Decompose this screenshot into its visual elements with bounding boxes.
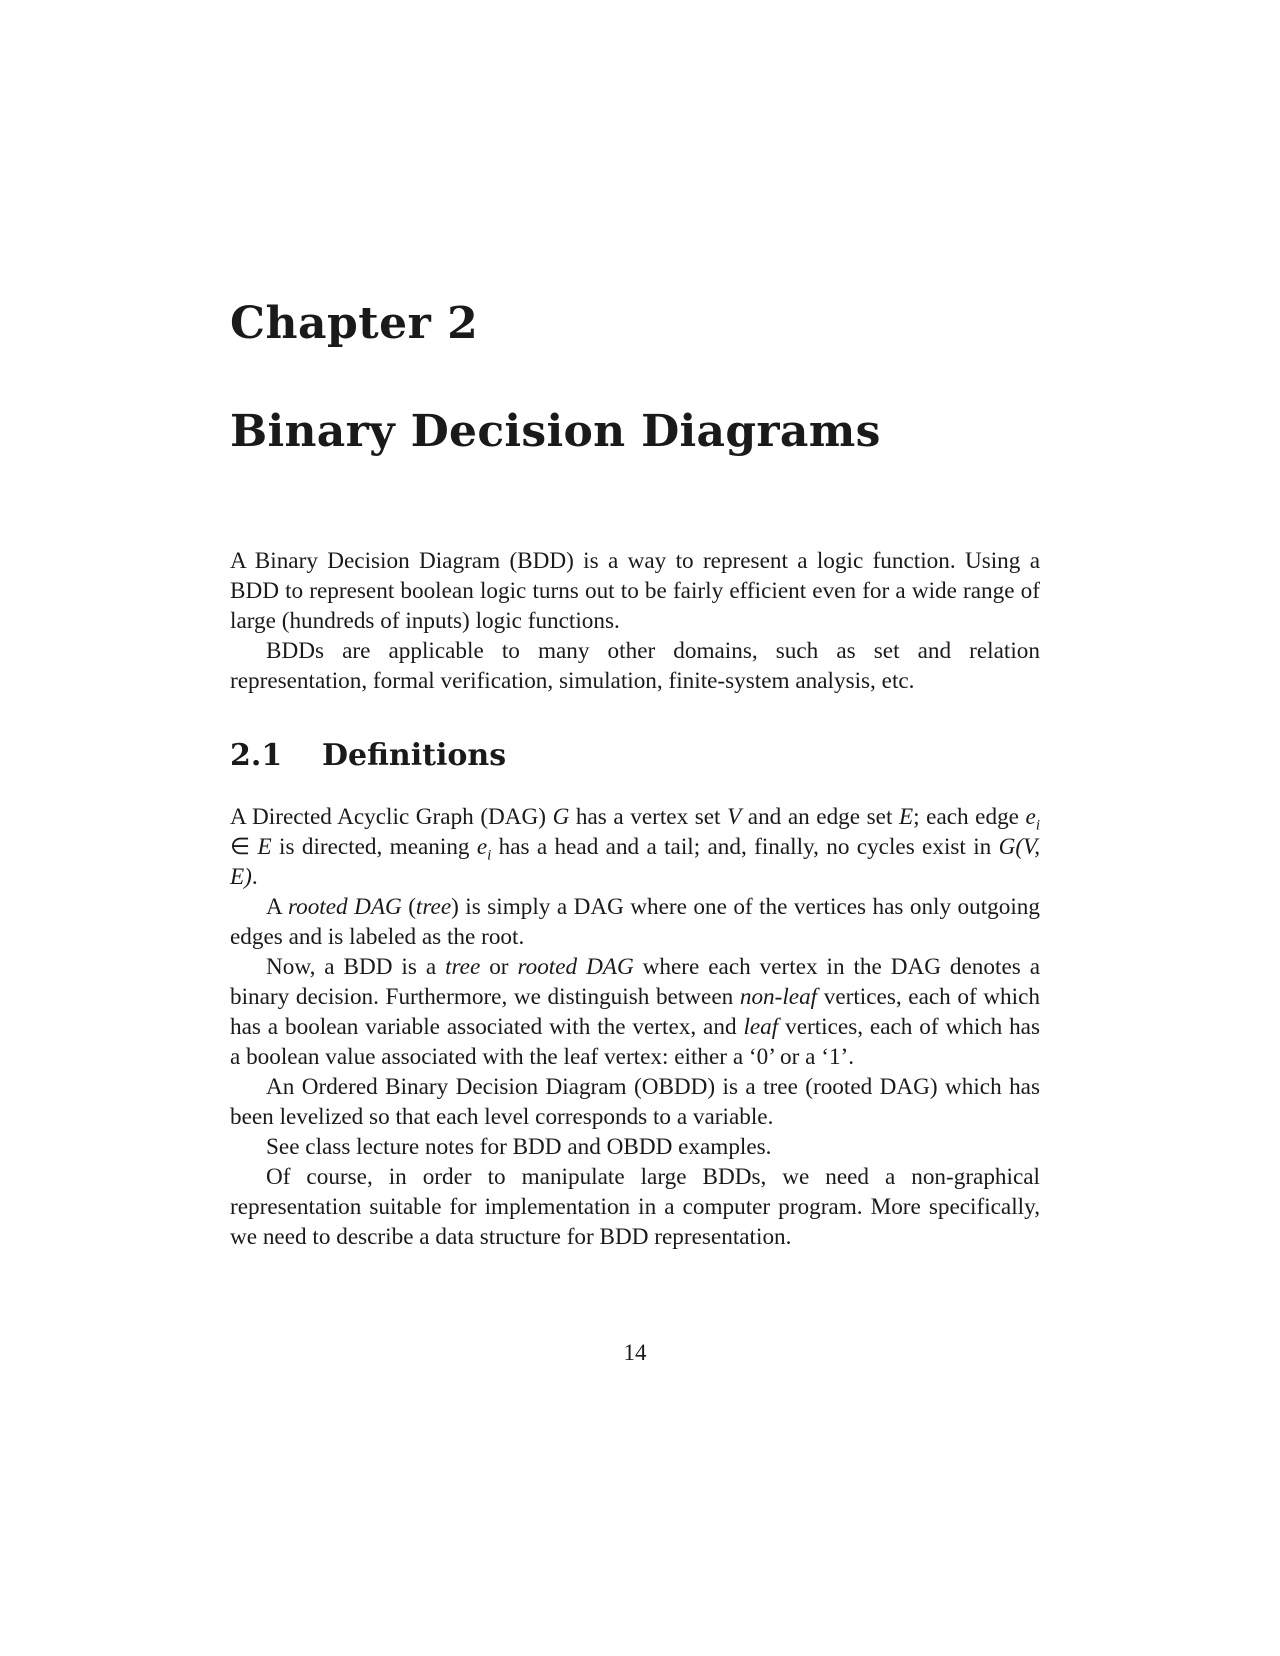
intro-section [230, 546, 1040, 696]
text-run: is directed, meaning [271, 834, 477, 860]
math-symbol: e [476, 834, 488, 860]
emphasis: rooted DAG [517, 954, 634, 980]
section-number: 2.1 [230, 738, 283, 773]
text-run: or [480, 954, 518, 980]
math-symbol: e [1025, 804, 1036, 830]
definitions-paragraph-4: An Ordered Binary Decision Diagram (OBDD) is a tree (rooted DAG) which has been levelized so that each level corresponds to a variable. [230, 1074, 1040, 1130]
text-run: A [266, 894, 288, 920]
emphasis: tree [445, 954, 481, 980]
emphasis: rooted DAG [287, 894, 402, 920]
definitions-paragraph-3 [230, 952, 1040, 1072]
definitions-section [230, 802, 1040, 1252]
text-run: ( [401, 894, 416, 920]
text-run: ) is simply a DAG where one of the vertices has only outgoing edges and is labeled as the root. [230, 894, 1040, 950]
text-run: has a head and a tail; and, finally, no cycles exist in [491, 834, 999, 860]
text-run: ; each edge [913, 804, 1026, 830]
emphasis: leaf [743, 1014, 779, 1040]
text-run: where each vertex in the DAG denotes a binary decision. Furthermore, we distinguish between [230, 954, 1040, 1010]
math-symbol: V [727, 804, 742, 830]
intro-paragraph-1: A Binary Decision Diagram (BDD) is a way to represent a logic function. Using a BDD to represent boolean logic turns out to be fairly efficient even for a wide range of large (hundreds of inputs) logic functions. [230, 548, 1040, 634]
chapter-label: Chapter 2 [230, 298, 479, 349]
text-run: . [251, 864, 258, 890]
page-number: 14 [623, 1340, 647, 1365]
text-run: has a vertex set [569, 804, 728, 830]
math-symbol: E [257, 834, 272, 860]
emphasis: non-leaf [739, 984, 818, 1010]
emphasis: tree [415, 894, 452, 920]
text-run: vertices, each of which has a boolean value associated with the leaf vertex: either a ‘0’ or a ‘1’. [230, 1014, 1040, 1070]
text-run: vertices, each of which has a boolean variable associated with the vertex, and [230, 984, 1040, 1040]
text-run: and an edge set [741, 804, 899, 830]
definitions-paragraph-2 [230, 892, 1040, 952]
section-heading [230, 736, 506, 776]
definitions-paragraph-6: Of course, in order to manipulate large BDDs, we need a non-graphical representation suitable for implementation in a computer program. More specifically, we need to describe a data structure for BDD representation. [230, 1164, 1040, 1250]
definitions-paragraph-5: See class lecture notes for BDD and OBDD examples. [266, 1134, 772, 1160]
math-subscript: i [1035, 817, 1040, 834]
chapter-title: Binary Decision Diagrams [230, 406, 881, 457]
definitions-paragraph-1 [230, 802, 1040, 892]
math-symbol: G [552, 804, 570, 830]
math-expression: G(V, E) [230, 834, 1041, 890]
math-operator: ∈ [230, 834, 258, 860]
text-run: Now, a BDD is a [266, 954, 446, 980]
section-title: Definitions [322, 738, 507, 773]
text-run: A Directed Acyclic Graph (DAG) [230, 804, 553, 830]
intro-paragraph-2: BDDs are applicable to many other domains, such as set and relation representation, formal verification, simulation, finite-system analysis, etc. [230, 638, 1040, 694]
math-subscript: i [487, 847, 492, 864]
math-symbol: E [898, 804, 914, 830]
